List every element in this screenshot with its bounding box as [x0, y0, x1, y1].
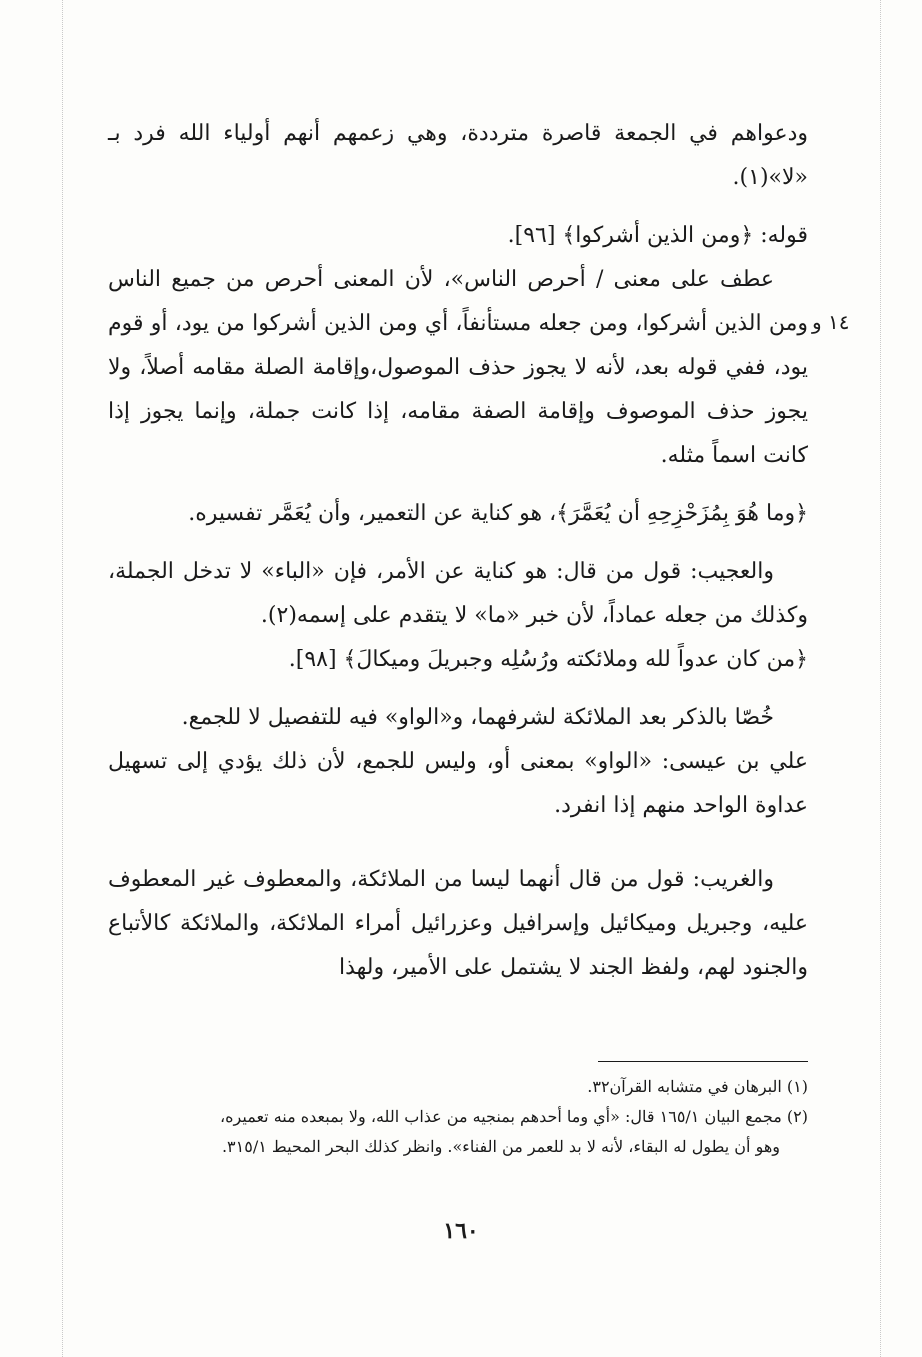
main-text — [108, 112, 808, 990]
paragraph-3: عطف على معنى / أحرص الناس»، لأن المعنى أحرص من جميع الناس ومن الذين أشركوا، ومن جعله مستأنفاً، أي ومن الذين أشركوا من يود، أو قوم يود، ففي قوله بعد، لأنه لا يجوز حذف الموصول،وإقامة الصلة مقامه أصلاً، ولا يجوز حذف الموصوف وإقامة الصفة مقامه، إذا كانت جملة، وإنما يجوز إذا كانت اسماً مثله. — [108, 267, 808, 468]
paragraph-8: علي بن عيسى: «الواو» بمعنى أو، وليس للجمع، لأن ذلك يؤدي إلى تسهيل عداوة الواحد منهم إذا انفرد. — [108, 749, 808, 818]
margin-page-marker: ١٤ و — [812, 310, 850, 334]
footnotes — [128, 1072, 808, 1162]
paragraph-2: قوله: ﴿ومن الذين أشركوا﴾ [٩٦]. — [507, 223, 808, 248]
footnote-rule — [598, 1061, 808, 1062]
paragraph-7: خُصّا بالذكر بعد الملائكة لشرفهما، و«الواو» فيه للتفصيل لا للجمع. — [181, 705, 774, 730]
page-number: ١٦٠ — [443, 1218, 479, 1244]
paragraph-6: ﴿من كان عدواً لله وملائكته ورُسُلِه وجبريلَ وميكالَ﴾ [٩٨]. — [288, 647, 808, 672]
paragraph-5: والعجيب: قول من قال: هو كناية عن الأمر، فإن «الباء» لا تدخل الجملة، وكذلك من جعله عماداً، لأن خبر «ما» لا يتقدم على إسمه(٢). — [108, 559, 808, 628]
paragraph-4: ﴿وما هُوَ بِمُزَحْزِحِهِ أن يُعَمَّرَ﴾، هو كناية عن التعمير، وأن يُعَمَّر تفسيره. — [188, 501, 808, 526]
footnote-2: (٢) مجمع البيان ١٦٥/١ قال: «أي وما أحدهم بمنجيه من عذاب الله، ولا بمبعده منه تعميره، — [219, 1107, 808, 1126]
paragraph-1: ودعواهم في الجمعة قاصرة مترددة، وهي زعمهم أنهم أولياء الله فرد بـ «لا»(١). — [108, 121, 808, 190]
scan-guide-left — [62, 0, 63, 1357]
footnote-1: (١) البرهان في متشابه القرآن٣٢. — [587, 1077, 808, 1096]
scan-guide-right — [880, 0, 881, 1357]
footnote-2-continuation: وهو أن يطول له البقاء، لأنه لا بد للعمر من الفناء». وانظر كذلك البحر المحيط ٣١٥/١. — [221, 1137, 780, 1156]
paragraph-9: والغريب: قول من قال أنهما ليسا من الملائكة، والمعطوف غير المعطوف عليه، وجبريل وميكائيل وإسرافيل وعزرائيل أمراء الملائكة، والملائكة كالأتباع والجنود لهم، ولفظ الجند لا يشتمل على الأمير، ولهذا — [108, 867, 808, 980]
